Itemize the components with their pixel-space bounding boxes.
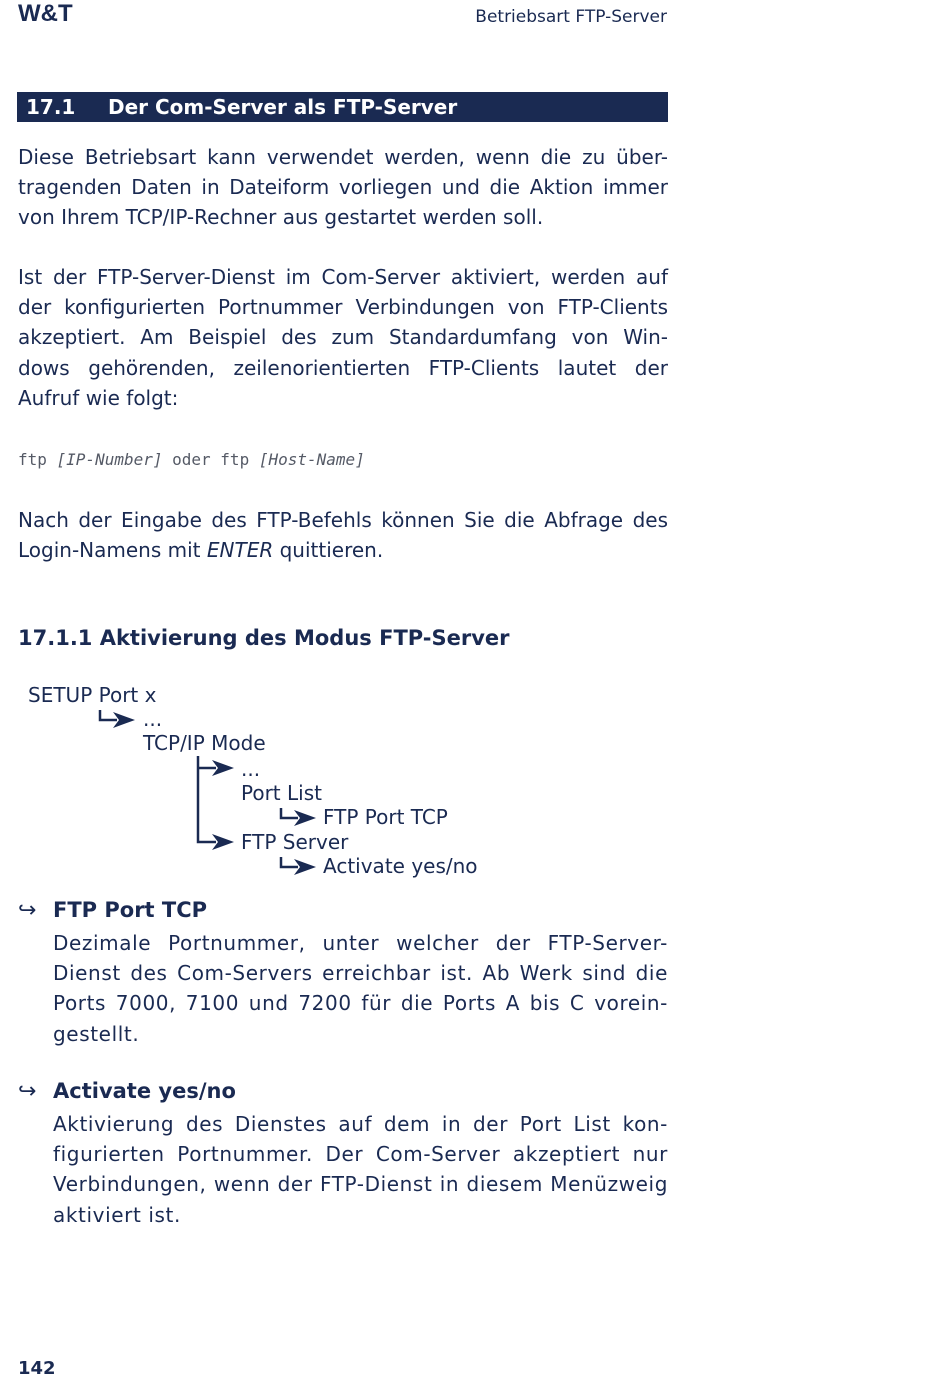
section-title: Der Com-Server als FTP-Server <box>108 95 458 119</box>
subsection-heading: 17.1.1 Aktivierung des Modus FTP-Server <box>18 626 510 650</box>
item-body-ftp-port-tcp <box>53 928 668 1049</box>
tree-l1-ellipsis: ... <box>143 707 163 731</box>
bullet-arrow-icon: ↪ <box>18 1079 37 1104</box>
tree-arrow-icon <box>276 855 322 879</box>
item-title-activate: Activate yes/no <box>53 1079 236 1103</box>
text-fragment: Login-Namens mit <box>18 538 207 563</box>
tree-l3-ftp-port-tcp: FTP Port TCP <box>323 805 448 829</box>
paragraph-ftp-service <box>18 262 668 413</box>
enter-key-text: ENTER <box>206 538 274 563</box>
text-line: gestellt. <box>53 1021 140 1046</box>
tree-root: SETUP Port x <box>28 683 157 707</box>
bullet-arrow-icon: ↪ <box>18 898 37 923</box>
text-line: Verbindungen, wenn der FTP-Dienst in diesem Menüzweig <box>53 1172 668 1197</box>
item-title-ftp-port-tcp: FTP Port TCP <box>53 898 208 922</box>
text-line: Dezimale Portnummer, unter welcher der FTP-Server- <box>53 931 668 955</box>
text-line: Aktivierung des Dienstes auf dem in der Port List kon- <box>53 1112 668 1136</box>
text-line: dows gehörenden, zeilenorientierten FTP-Clients lautet der <box>18 355 668 380</box>
code-arg-ip: [IP-Number] <box>56 450 163 469</box>
text-line: aktiviert ist. <box>53 1202 181 1227</box>
text-line: figurierten Portnummer. Der Com-Server akzeptiert nur <box>53 1142 668 1167</box>
paragraph-intro <box>18 142 668 233</box>
tree-l2-ftp-server: FTP Server <box>241 830 349 854</box>
text-line: Nach der Eingabe des FTP-Befehls können Sie die Abfrage des <box>18 508 668 532</box>
tree-arrow-icon <box>95 708 141 732</box>
text-line: Ports 7000, 7100 und 7200 für die Ports A bis C vorein- <box>53 991 668 1016</box>
code-cmd: ftp <box>18 450 57 469</box>
section-heading <box>17 92 668 122</box>
tree-arrow-icon <box>276 806 322 830</box>
tree-l2-port-list: Port List <box>241 781 322 805</box>
text-line: der konfigurierten Portnummer Verbindungen von FTP-Clients <box>18 295 668 320</box>
tree-l1-tcpip-mode: TCP/IP Mode <box>143 731 266 755</box>
text-line: Dienst des Com-Servers erreichbar ist. Ab Werk sind die <box>53 961 668 986</box>
text-line: Diese Betriebsart kann verwendet werden, wenn die zu über- <box>18 145 668 169</box>
code-example <box>18 450 365 469</box>
tree-bracket-icon <box>194 756 240 852</box>
code-arg-host: [Host-Name] <box>258 450 365 469</box>
text-line <box>18 535 668 565</box>
text-line: Ist der FTP-Server-Dienst im Com-Server aktiviert, werden auf <box>18 265 668 289</box>
item-body-activate <box>53 1109 668 1230</box>
section-number: 17.1 <box>26 95 76 119</box>
text-line: Aufruf wie folgt: <box>18 385 179 410</box>
tree-l3-activate: Activate yes/no <box>323 854 478 878</box>
text-fragment: quittieren. <box>273 538 384 563</box>
text-line: akzeptiert. Am Beispiel des zum Standardumfang von Win- <box>18 325 668 350</box>
text-line: tragenden Daten in Dateiform vorliegen und die Aktion immer <box>18 175 668 200</box>
text-line: von Ihrem TCP/IP-Rechner aus gestartet werden soll. <box>18 205 544 230</box>
running-head: Betriebsart FTP-Server <box>475 7 667 27</box>
tree-l2-ellipsis: ... <box>241 757 261 781</box>
brand-logo: W&T <box>18 0 73 27</box>
page-number: 142 <box>18 1358 56 1379</box>
code-mid: oder ftp <box>162 450 259 469</box>
paragraph-login <box>18 505 668 565</box>
